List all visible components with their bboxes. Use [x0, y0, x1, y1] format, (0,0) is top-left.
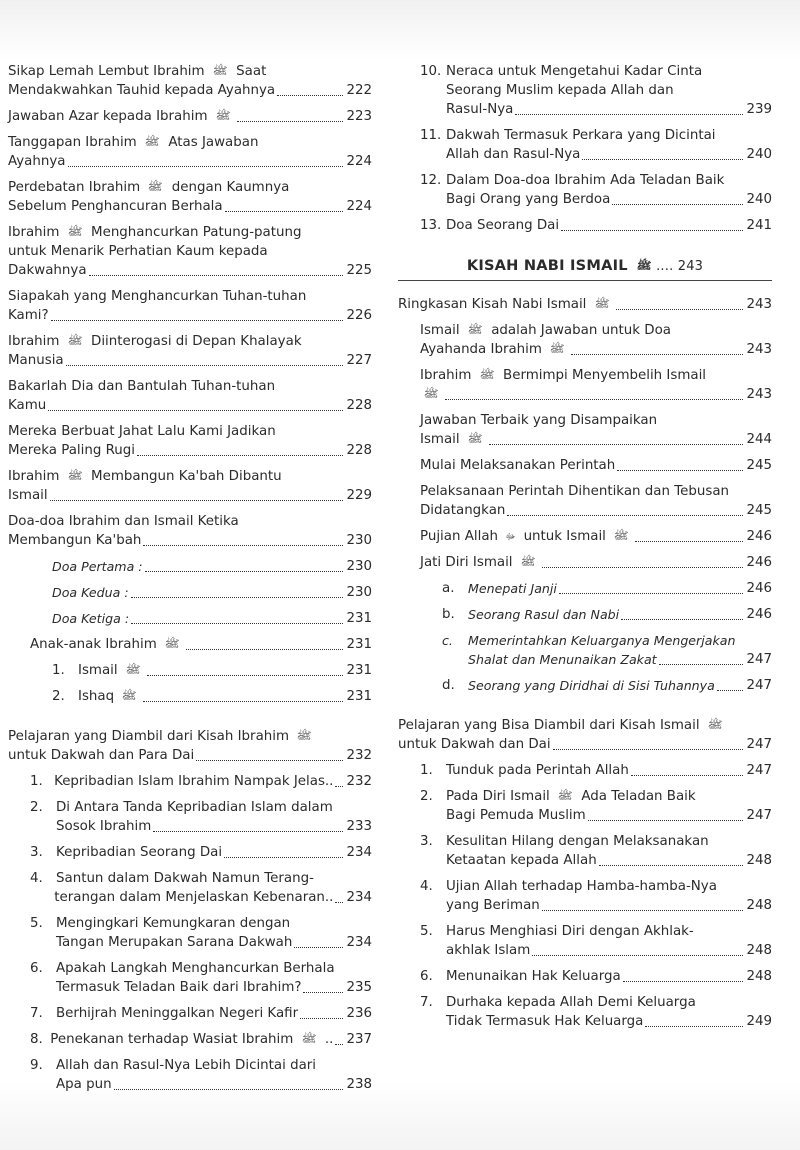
toc-entry[interactable]	[8, 1004, 372, 1023]
toc-entry[interactable]	[8, 687, 372, 706]
toc-entry[interactable]	[398, 527, 772, 546]
toc-entry-title: Mendakwahkan Tauhid kepada Ayahnya	[8, 83, 276, 98]
toc-entry-number: 5.	[420, 924, 433, 939]
dot-leader	[145, 571, 344, 572]
toc-entry-title: untuk Dakwah dan Dai	[398, 737, 551, 752]
honorific-swt-icon: ﷻ	[505, 532, 516, 541]
toc-entry[interactable]	[398, 605, 772, 624]
toc-entry[interactable]	[398, 62, 772, 119]
toc-entry-title: Santun dalam Dakwah Namun Terang-	[56, 871, 314, 886]
honorific-as-icon: ﷺ	[67, 471, 83, 482]
dot-leader	[48, 410, 343, 411]
toc-entry-number: 4.	[30, 871, 43, 886]
toc-entry-title: Apakah Langkah Menghancurkan Berhala	[56, 961, 335, 976]
dot-leader	[561, 230, 743, 231]
toc-entry-title: Menepati Janji	[468, 581, 557, 596]
toc-entry[interactable]	[8, 557, 372, 576]
toc-page-number: 247	[746, 678, 772, 693]
toc-entry[interactable]	[8, 178, 372, 216]
toc-entry[interactable]	[8, 661, 372, 680]
toc-entry[interactable]	[8, 332, 372, 370]
toc-entry-title: Anak-anak Ibrahim ﷺ	[30, 637, 180, 652]
toc-page-number: 249	[746, 1014, 772, 1029]
toc-entry-title: Bakarlah Dia dan Bantulah Tuhan-tuhan	[8, 379, 276, 394]
honorific-as-icon: ﷺ	[520, 557, 536, 568]
dot-leader	[114, 1089, 344, 1090]
honorific-as-icon: ﷺ	[301, 1034, 317, 1045]
toc-entry[interactable]	[8, 107, 372, 126]
toc-page-number: 248	[746, 969, 772, 984]
toc-page-number: 231	[346, 611, 372, 626]
toc-entry-title: Kepribadian Seorang Dai	[56, 845, 223, 860]
toc-entry-number: 1.	[30, 774, 43, 789]
dot-leader	[89, 275, 344, 276]
toc-entry-title: Tanggapan Ibrahim ﷺ Atas Jawaban	[8, 135, 259, 150]
toc-entry-title: Doa-doa Ibrahim dan Ismail Ketika	[8, 514, 239, 529]
toc-entry-number: c.	[442, 633, 453, 648]
toc-entry-title: Apa pun	[56, 1077, 112, 1092]
toc-entry-number: 4.	[420, 879, 433, 894]
toc-entry-title: Tunduk pada Perintah Allah	[446, 763, 629, 778]
honorific-as-icon: ﷺ	[613, 531, 629, 542]
dot-leader	[559, 593, 744, 594]
toc-page-number: 231	[346, 637, 372, 652]
toc-entry[interactable]	[8, 843, 372, 862]
toc-page-number: 243	[746, 387, 772, 402]
toc-entry-title: akhlak Islam	[446, 943, 531, 958]
toc-entry-title: Ismail	[8, 488, 48, 503]
honorific-as-icon: ﷺ	[479, 370, 495, 381]
toc-entry-title: Berhijrah Meninggalkan Negeri Kafir	[56, 1006, 299, 1021]
dot-leader	[623, 981, 744, 982]
toc-entry-title: Jawaban Terbaik yang Disampaikan	[420, 413, 658, 428]
toc-entry-title: Jawaban Azar kepada Ibrahim ﷺ	[8, 109, 231, 124]
toc-page-number: 223	[346, 109, 372, 124]
dot-leader	[532, 955, 743, 956]
toc-entry-number: 12.	[420, 173, 442, 188]
dot-leader	[717, 690, 744, 691]
toc-entry-title: Rasul-Nya	[446, 102, 514, 117]
toc-entry-title: Ibrahim ﷺ Membangun Ka'bah Dibantu	[8, 469, 282, 484]
toc-entry[interactable]	[8, 512, 372, 550]
toc-entry-title: Ishaq ﷺ	[78, 689, 137, 704]
dot-leader	[131, 623, 343, 624]
toc-entry-number: 9.	[30, 1058, 43, 1073]
toc-entry[interactable]	[8, 914, 372, 952]
dot-leader	[542, 910, 744, 911]
toc-page-number: 234	[346, 935, 372, 950]
toc-entry[interactable]	[398, 216, 772, 235]
toc-entry-title: Mereka Berbuat Jahat Lalu Kami Jadikan	[8, 424, 276, 439]
dot-leader	[277, 95, 343, 96]
toc-entry[interactable]	[8, 377, 372, 415]
toc-entry-number: 6.	[420, 969, 433, 984]
dot-leader	[335, 902, 343, 903]
dot-leader	[137, 455, 343, 456]
honorific-as-icon: ﷺ	[67, 336, 83, 347]
toc-entry-title: Harus Menghiasi Diri dengan Akhlak-	[446, 924, 694, 939]
toc-page-number: 237	[346, 1032, 372, 1047]
dot-leader	[612, 204, 743, 205]
toc-entry-number: 11.	[420, 128, 442, 143]
toc-page-number: 248	[746, 898, 772, 913]
toc-entry-title: Pada Diri Ismail ﷺ Ada Teladan Baik	[446, 789, 696, 804]
toc-entry[interactable]	[8, 772, 372, 791]
toc-page-number: 231	[346, 689, 372, 704]
toc-page-number: 243	[746, 342, 772, 357]
honorific-as-icon: ﷺ	[121, 691, 137, 702]
toc-entry[interactable]	[8, 62, 372, 100]
toc-entry-title: Neraca untuk Mengetahui Kadar Cinta	[446, 64, 703, 79]
toc-entry[interactable]	[8, 422, 372, 460]
toc-entry-title: Ibrahim ﷺ Bermimpi Menyembelih Ismail	[420, 368, 707, 383]
toc-entry[interactable]	[8, 727, 372, 765]
toc-entry[interactable]	[398, 366, 772, 404]
toc-page-number: 244	[746, 432, 772, 447]
dot-leader	[507, 515, 743, 516]
toc-entry[interactable]	[8, 287, 372, 325]
toc-entry-title: Doa Ketiga :	[52, 611, 130, 626]
toc-entry-title: Durhaka kepada Allah Demi Keluarga	[446, 995, 696, 1010]
toc-entry[interactable]	[398, 126, 772, 164]
toc-entry-title: Ayahanda Ibrahim ﷺ	[420, 342, 565, 357]
toc-entry[interactable]	[8, 223, 372, 280]
toc-entry[interactable]	[8, 467, 372, 505]
toc-entry[interactable]	[8, 133, 372, 171]
toc-page-number: 245	[746, 458, 772, 473]
toc-entry-title: Pelajaran yang Bisa Diambil dari Kisah Ismail ﷺ	[398, 718, 723, 733]
dot-leader	[68, 166, 344, 167]
toc-entry[interactable]	[398, 832, 772, 870]
toc-entry[interactable]	[398, 631, 772, 669]
toc-entry-title: Ibrahim ﷺ Menghancurkan Patung-patung	[8, 225, 302, 240]
toc-entry-title: Mulai Melaksanakan Perintah	[420, 458, 616, 473]
toc-entry[interactable]	[8, 869, 372, 907]
dot-leader	[553, 749, 744, 750]
toc-page-number: 246	[746, 529, 772, 544]
honorific-as-icon: ﷺ	[467, 434, 483, 445]
toc-page-number: 224	[346, 199, 372, 214]
dot-leader	[186, 649, 343, 650]
toc-entry[interactable]	[398, 877, 772, 915]
dot-leader	[489, 444, 743, 445]
toc-page-number: 236	[346, 1006, 372, 1021]
toc-entry-title: Kami?	[8, 308, 49, 323]
toc-entry-title: Kesulitan Hilang dengan Melaksanakan	[446, 834, 709, 849]
toc-entry[interactable]	[398, 676, 772, 695]
toc-entry-title: Ringkasan Kisah Nabi Ismail ﷺ	[398, 297, 610, 312]
toc-entry-title: Perdebatan Ibrahim ﷺ dengan Kaumnya	[8, 180, 290, 195]
toc-page-number: 245	[746, 503, 772, 518]
toc-page-number: 240	[746, 192, 772, 207]
toc-entry-title: Ibrahim ﷺ Diinterogasi di Depan Khalayak	[8, 334, 302, 349]
dot-leader	[225, 211, 344, 212]
toc-page-number: 230	[346, 585, 372, 600]
dot-leader	[196, 760, 343, 761]
toc-page-number: 229	[346, 488, 372, 503]
dot-leader	[224, 857, 343, 858]
toc-entry-title: Shalat dan Menunaikan Zakat	[468, 652, 657, 667]
toc-entry-title: Pelaksanaan Perintah Dihentikan dan Tebusan	[420, 484, 730, 499]
toc-entry-number: d.	[442, 678, 455, 693]
toc-right-column	[398, 62, 772, 1038]
toc-page-number: 224	[346, 154, 372, 169]
toc-page-number: 241	[746, 218, 772, 233]
toc-entry-number: 2.	[420, 789, 433, 804]
toc-entry[interactable]	[398, 171, 772, 209]
toc-entry-title: Allah dan Rasul-Nya	[446, 147, 581, 162]
toc-page-number: 227	[346, 353, 372, 368]
toc-entry-title: Allah dan Rasul-Nya Lebih Dicintai dari	[56, 1058, 317, 1073]
section-heading	[398, 257, 772, 281]
toc-entry[interactable]	[398, 579, 772, 598]
honorific-as-icon: ﷺ	[212, 66, 228, 77]
toc-entry-title: Sebelum Penghancuran Berhala	[8, 199, 223, 214]
toc-page-number: 238	[346, 1077, 372, 1092]
toc-entry-title: Tangan Merupakan Sarana Dakwah	[56, 935, 293, 950]
toc-entry-title: yang Beriman	[446, 898, 540, 913]
toc-entry-title: Dakwah Termasuk Perkara yang Dicintai	[446, 128, 716, 143]
honorific-as-icon: ﷺ	[549, 344, 565, 355]
honorific-as-icon: ﷺ	[147, 182, 164, 193]
toc-entry[interactable]	[8, 635, 372, 654]
toc-entry-number: 13.	[420, 218, 442, 233]
dot-leader	[51, 320, 344, 321]
toc-entry-title: Dakwahnya	[8, 263, 87, 278]
toc-page-number: 248	[746, 943, 772, 958]
toc-page-number: 234	[346, 845, 372, 860]
toc-page-number: 239	[746, 102, 772, 117]
honorific-as-icon: ﷺ	[296, 731, 312, 742]
toc-left-column	[8, 62, 372, 1101]
toc-entry[interactable]	[398, 787, 772, 825]
toc-entry-number: 7.	[30, 1006, 43, 1021]
dot-leader	[66, 365, 344, 366]
honorific-as-icon: ﷺ	[164, 639, 180, 650]
toc-entry-title: Seorang yang Diridhai di Sisi Tuhannya	[468, 678, 715, 693]
dot-leader	[588, 820, 744, 821]
dot-leader	[143, 701, 343, 702]
honorific-as-icon: ﷺ	[557, 791, 573, 802]
dot-leader	[582, 159, 743, 160]
toc-entry[interactable]	[398, 993, 772, 1031]
toc-page-number: 234	[346, 890, 372, 905]
toc-entry-number: 3.	[420, 834, 433, 849]
dot-leader	[294, 947, 343, 948]
toc-entry-title: Termasuk Teladan Baik dari Ibrahim?	[56, 980, 302, 995]
toc-page-number: 246	[746, 581, 772, 596]
toc-entry-title: Ujian Allah terhadap Hamba-hamba-Nya	[446, 879, 717, 894]
toc-entry-number: 8.	[30, 1032, 43, 1047]
dot-leader	[515, 114, 743, 115]
honorific-as-icon: ﷺ	[67, 227, 83, 238]
toc-entry-title: untuk Menarik Perhatian Kaum kepada	[8, 244, 268, 259]
honorific-as-icon: ﷺ	[594, 299, 610, 310]
dot-leader	[335, 786, 343, 787]
toc-entry-title: Penekanan terhadap Wasiat Ibrahim ﷺ ..	[50, 1032, 334, 1047]
toc-entry-title	[420, 385, 443, 404]
toc-entry-title: Doa Kedua :	[52, 585, 129, 600]
dot-leader	[147, 675, 343, 676]
honorific-as-icon: ﷺ	[215, 111, 231, 122]
toc-entry[interactable]	[8, 583, 372, 602]
honorific-as-icon: ﷺ	[125, 665, 141, 676]
dot-leader	[617, 470, 743, 471]
toc-entry[interactable]	[398, 295, 772, 314]
toc-entry-title: Manusia	[8, 353, 64, 368]
toc-page-number: 228	[346, 398, 372, 413]
toc-page-number: 232	[346, 748, 372, 763]
toc-page-number: 248	[746, 853, 772, 868]
toc-entry[interactable]	[398, 411, 772, 449]
toc-page-number: 246	[746, 555, 772, 570]
honorific-as-icon: ﷺ	[423, 389, 439, 400]
dot-leader	[300, 1018, 343, 1019]
toc-entry[interactable]	[398, 321, 772, 359]
toc-entry[interactable]	[8, 798, 372, 836]
toc-entry-title: Doa Seorang Dai	[446, 218, 560, 233]
toc-entry-title: Dalam Doa-doa Ibrahim Ada Teladan Baik	[446, 173, 725, 188]
toc-entry-title: Di Antara Tanda Kepribadian Islam dalam	[56, 800, 333, 815]
toc-entry-title: Seorang Rasul dan Nabi	[468, 607, 620, 622]
toc-entry-title: Pelajaran yang Diambil dari Kisah Ibrahim ﷺ	[8, 729, 312, 744]
toc-page-number: 247	[746, 652, 772, 667]
toc-entry-number: a.	[442, 581, 455, 596]
toc-entry[interactable]	[8, 1056, 372, 1094]
toc-entry[interactable]	[398, 553, 772, 572]
toc-entry-number: 1.	[52, 663, 65, 678]
toc-page-number: 225	[346, 263, 372, 278]
toc-page-number: 247	[746, 737, 772, 752]
toc-entry-title: terangan dalam Menjelaskan Kebenaran..	[54, 890, 334, 905]
toc-entry-title: Pujian Allah ﷻ untuk Ismail ﷺ	[420, 529, 629, 544]
toc-entry[interactable]	[8, 609, 372, 628]
toc-entry-title: Doa Pertama :	[52, 559, 143, 574]
toc-entry-title: Mengingkari Kemungkaran dengan	[56, 916, 291, 931]
toc-entry[interactable]	[398, 967, 772, 986]
toc-entry-title: Ismail ﷺ	[420, 432, 483, 447]
toc-page-number: 246	[746, 607, 772, 622]
toc-page-number: 222	[346, 83, 372, 98]
toc-entry-title: Sikap Lemah Lembut Ibrahim ﷺ Saat	[8, 64, 267, 79]
toc-entry[interactable]	[8, 959, 372, 997]
toc-entry-title: Bagi Pemuda Muslim	[446, 808, 586, 823]
toc-entry[interactable]	[398, 716, 772, 754]
toc-entry-number: 2.	[52, 689, 65, 704]
toc-entry-title: Sosok Ibrahim	[56, 819, 152, 834]
toc-entry-number: 2.	[30, 800, 43, 815]
toc-page-number: 235	[346, 980, 372, 995]
toc-page-number: 243	[746, 297, 772, 312]
toc-page-number: 232	[346, 774, 372, 789]
toc-entry[interactable]	[398, 456, 772, 475]
toc-page-number: 226	[346, 308, 372, 323]
toc-entry-title: Siapakah yang Menghancurkan Tuhan-tuhan	[8, 289, 307, 304]
toc-page-number: 228	[346, 443, 372, 458]
toc-entry-title: untuk Dakwah dan Para Dai	[8, 748, 195, 763]
dot-leader	[631, 775, 744, 776]
toc-entry-number: 10.	[420, 64, 442, 79]
section-heading-page: .... 243	[656, 259, 704, 274]
toc-entry-title: Kamu	[8, 398, 47, 413]
dot-leader	[445, 399, 743, 400]
dot-leader	[237, 121, 344, 122]
dot-leader	[542, 567, 744, 568]
honorific-as-icon: ﷺ	[636, 261, 652, 272]
dot-leader	[50, 500, 344, 501]
toc-entry-title: Memerintahkan Keluarganya Mengerjakan	[468, 633, 736, 648]
dot-leader	[599, 865, 744, 866]
dot-leader	[659, 664, 744, 665]
toc-entry[interactable]	[398, 482, 772, 520]
toc-entry-number: 3.	[30, 845, 43, 860]
toc-entry-number: 1.	[420, 763, 433, 778]
toc-entry-title: Kepribadian Islam Ibrahim Nampak Jelas..	[54, 774, 334, 789]
toc-entry-number: 6.	[30, 961, 43, 976]
honorific-as-icon: ﷺ	[467, 325, 483, 336]
dot-leader	[635, 541, 743, 542]
toc-entry-title: Ayahnya	[8, 154, 66, 169]
toc-page-number: 230	[346, 559, 372, 574]
toc-page-number: 247	[746, 808, 772, 823]
dot-leader	[621, 619, 743, 620]
section-heading-title: KISAH NABI ISMAIL	[466, 257, 628, 274]
toc-entry-number: 5.	[30, 916, 43, 931]
toc-page-number: 240	[746, 147, 772, 162]
honorific-as-icon: ﷺ	[707, 720, 723, 731]
dot-leader	[645, 1026, 743, 1027]
toc-entry[interactable]	[8, 1030, 372, 1049]
toc-entry-title: Tidak Termasuk Hak Keluarga	[446, 1014, 644, 1029]
toc-entry-number: b.	[442, 607, 455, 622]
toc-page-number: 247	[746, 763, 772, 778]
dot-leader	[303, 992, 343, 993]
toc-entry-title: Ketaatan kepada Allah	[446, 853, 597, 868]
toc-entry-title: Seorang Muslim kepada Allah dan	[446, 83, 674, 98]
toc-entry-number: 7.	[420, 995, 433, 1010]
toc-entry-title: Jati Diri Ismail ﷺ	[420, 555, 536, 570]
toc-entry[interactable]	[398, 761, 772, 780]
toc-page-number: 233	[346, 819, 372, 834]
dot-leader	[335, 1044, 343, 1045]
dot-leader	[143, 545, 343, 546]
dot-leader	[153, 831, 343, 832]
toc-entry-title: Ismail ﷺ adalah Jawaban untuk Doa	[420, 323, 671, 338]
toc-entry-title: Mereka Paling Rugi	[8, 443, 135, 458]
toc-page-number: 230	[346, 533, 372, 548]
dot-leader	[616, 309, 744, 310]
dot-leader	[131, 597, 344, 598]
toc-entry-title: Bagi Orang yang Berdoa	[446, 192, 611, 207]
honorific-as-icon: ﷺ	[144, 137, 160, 148]
toc-entry-title: Didatangkan	[420, 503, 506, 518]
toc-entry-title: Ismail ﷺ	[78, 663, 141, 678]
toc-entry-title: Membangun Ka'bah	[8, 533, 142, 548]
toc-page-number: 231	[346, 663, 372, 678]
toc-entry-title: Menunaikan Hak Keluarga	[446, 969, 621, 984]
toc-entry[interactable]	[398, 922, 772, 960]
dot-leader	[571, 354, 743, 355]
